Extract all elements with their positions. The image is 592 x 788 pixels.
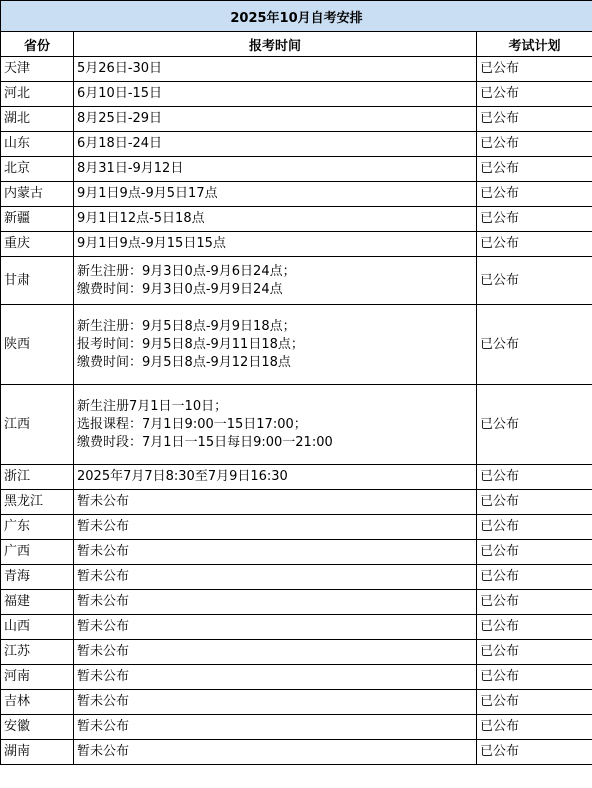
province-cell: 安徽 [1, 715, 74, 740]
registration-time-line: 选报课程：7月1日9:00一15日17:00； [77, 416, 307, 432]
registration-time-line: 暂未公布 [77, 619, 130, 634]
registration-time-line: 缴费时间：9月3日0点-9月9日24点 [77, 281, 283, 297]
registration-time-line: 暂未公布 [77, 744, 130, 759]
registration-time-cell [74, 640, 477, 665]
header-row [1, 32, 592, 57]
province-cell: 青海 [1, 565, 74, 590]
province-cell: 陕西 [1, 305, 74, 385]
header-province: 省份 [1, 32, 74, 57]
registration-time-cell [74, 590, 477, 615]
exam-plan-cell: 已公布 [477, 257, 592, 305]
table-row [1, 640, 592, 665]
table-row [1, 690, 592, 715]
registration-time-line: 暂未公布 [77, 569, 130, 584]
table-row [1, 385, 592, 465]
registration-time-cell [74, 385, 477, 465]
table-row [1, 207, 592, 232]
registration-time-line: 暂未公布 [77, 594, 130, 609]
table-row [1, 232, 592, 257]
table-row [1, 257, 592, 305]
province-cell: 吉林 [1, 690, 74, 715]
registration-time-cell [74, 665, 477, 690]
province-cell: 重庆 [1, 232, 74, 257]
registration-time-cell [74, 690, 477, 715]
table-row [1, 57, 592, 82]
registration-time-cell [74, 565, 477, 590]
registration-time-line: 暂未公布 [77, 519, 130, 534]
registration-time-cell [74, 615, 477, 640]
registration-time-cell [74, 740, 477, 765]
table-row [1, 107, 592, 132]
registration-time-line: 暂未公布 [77, 644, 130, 659]
table-title: 2025年10月自考安排 [1, 1, 592, 32]
exam-plan-cell: 已公布 [477, 665, 592, 690]
table-row [1, 565, 592, 590]
province-cell: 山西 [1, 615, 74, 640]
registration-time-line: 新生注册：9月5日8点-9月9日18点； [77, 318, 296, 334]
province-cell: 北京 [1, 157, 74, 182]
exam-plan-cell: 已公布 [477, 385, 592, 465]
table-row [1, 665, 592, 690]
province-cell: 河北 [1, 82, 74, 107]
exam-plan-cell: 已公布 [477, 715, 592, 740]
registration-time-line: 9月1日9点-9月5日17点 [77, 186, 218, 201]
table-row [1, 590, 592, 615]
registration-time-cell [74, 82, 477, 107]
exam-plan-cell: 已公布 [477, 207, 592, 232]
province-cell: 湖北 [1, 107, 74, 132]
table-row [1, 305, 592, 385]
province-cell: 福建 [1, 590, 74, 615]
province-cell: 黑龙江 [1, 490, 74, 515]
registration-time-line: 6月18日-24日 [77, 136, 163, 151]
exam-plan-cell: 已公布 [477, 182, 592, 207]
exam-plan-cell: 已公布 [477, 515, 592, 540]
registration-time-line: 9月1日12点-5日18点 [77, 211, 205, 226]
registration-time-cell [74, 465, 477, 490]
registration-time-cell [74, 715, 477, 740]
province-cell: 广东 [1, 515, 74, 540]
table-body [1, 57, 592, 765]
province-cell: 浙江 [1, 465, 74, 490]
registration-time-line: 8月25日-29日 [77, 111, 163, 126]
exam-plan-cell: 已公布 [477, 157, 592, 182]
table-row [1, 615, 592, 640]
table-row [1, 515, 592, 540]
province-cell: 江西 [1, 385, 74, 465]
table-row [1, 540, 592, 565]
registration-time-cell [74, 490, 477, 515]
registration-time-line: 8月31日-9月12日 [77, 161, 184, 176]
province-cell: 河南 [1, 665, 74, 690]
registration-time-line: 新生注册：9月3日0点-9月6日24点； [77, 263, 296, 279]
title-row [1, 1, 592, 32]
exam-plan-cell: 已公布 [477, 82, 592, 107]
table-row [1, 82, 592, 107]
registration-time-cell [74, 57, 477, 82]
exam-plan-cell: 已公布 [477, 615, 592, 640]
registration-time-cell [74, 132, 477, 157]
header-registration-time: 报考时间 [74, 32, 477, 57]
registration-time-line: 暂未公布 [77, 494, 130, 509]
registration-time-cell [74, 207, 477, 232]
registration-time-line: 暂未公布 [77, 669, 130, 684]
exam-plan-cell: 已公布 [477, 132, 592, 157]
exam-plan-cell: 已公布 [477, 740, 592, 765]
province-cell: 甘肃 [1, 257, 74, 305]
province-cell: 内蒙古 [1, 182, 74, 207]
exam-plan-cell: 已公布 [477, 540, 592, 565]
province-cell: 天津 [1, 57, 74, 82]
registration-time-line: 9月1日9点-9月15日15点 [77, 236, 226, 251]
province-cell: 湖南 [1, 740, 74, 765]
registration-time-line: 5月26日-30日 [77, 61, 163, 76]
exam-plan-cell: 已公布 [477, 57, 592, 82]
table-row [1, 132, 592, 157]
exam-plan-cell: 已公布 [477, 565, 592, 590]
header-exam-plan: 考试计划 [477, 32, 592, 57]
table-row [1, 157, 592, 182]
exam-plan-cell: 已公布 [477, 305, 592, 385]
table-row [1, 465, 592, 490]
registration-time-cell [74, 157, 477, 182]
registration-time-line: 暂未公布 [77, 544, 130, 559]
registration-time-cell [74, 182, 477, 207]
registration-time-line: 6月10日-15日 [77, 86, 163, 101]
exam-plan-cell: 已公布 [477, 640, 592, 665]
exam-plan-cell: 已公布 [477, 232, 592, 257]
registration-time-cell [74, 107, 477, 132]
exam-plan-cell: 已公布 [477, 690, 592, 715]
table-row [1, 490, 592, 515]
province-cell: 江苏 [1, 640, 74, 665]
registration-time-line: 缴费时段：7月1日一15日每日9:00一21:00 [77, 434, 333, 450]
province-cell: 广西 [1, 540, 74, 565]
registration-time-cell [74, 257, 477, 305]
exam-plan-cell: 已公布 [477, 590, 592, 615]
registration-time-line: 暂未公布 [77, 694, 130, 709]
registration-time-cell [74, 515, 477, 540]
registration-time-cell [74, 232, 477, 257]
province-cell: 新疆 [1, 207, 74, 232]
registration-time-line: 暂未公布 [77, 719, 130, 734]
province-cell: 山东 [1, 132, 74, 157]
registration-time-line: 新生注册7月1日一10日； [77, 398, 228, 414]
registration-time-cell [74, 305, 477, 385]
registration-time-line: 缴费时间：9月5日8点-9月12日18点 [77, 354, 291, 370]
table-row [1, 715, 592, 740]
exam-plan-cell: 已公布 [477, 107, 592, 132]
registration-time-line: 报考时间：9月5日8点-9月11日18点； [77, 336, 304, 352]
exam-plan-cell: 已公布 [477, 465, 592, 490]
registration-time-cell [74, 540, 477, 565]
registration-time-line: 2025年7月7日8:30至7月9日16:30 [77, 469, 288, 484]
exam-plan-cell: 已公布 [477, 490, 592, 515]
table-row [1, 182, 592, 207]
table-row [1, 740, 592, 765]
